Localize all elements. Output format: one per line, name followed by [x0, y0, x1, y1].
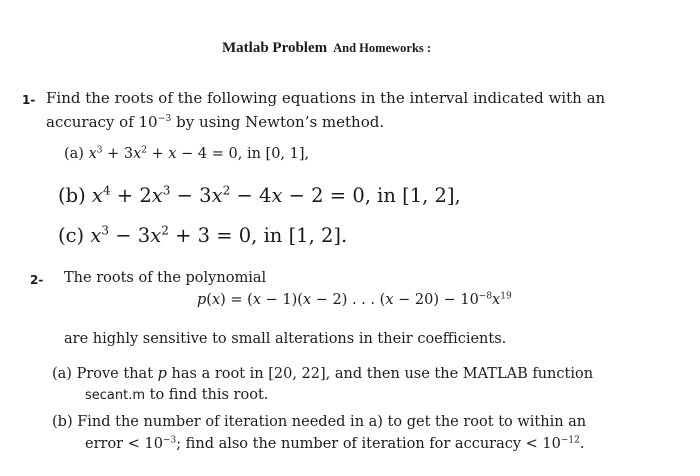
secant-code: secant.m — [85, 388, 146, 403]
q2-part-b-line1: (b) Find the number of iteration needed in a) to get the root to within an — [52, 414, 587, 430]
q1-number: 1- — [22, 93, 36, 107]
title-main: Matlab Problem — [222, 40, 328, 56]
q1-line1: Find the roots of the following equations in the interval indicated with an — [46, 89, 606, 107]
q1-line2: accuracy of $10^{-3}$ by using Newton’s method. — [46, 113, 385, 131]
page-title — [222, 40, 431, 57]
q1-c-equation: $x^3 - 3x^2 + 3 = 0$ — [90, 223, 252, 247]
q1-part-c: (c) $x^3 - 3x^2 + 3 = 0$, in [1, 2]. — [58, 223, 348, 247]
q1-b-equation: $x^4 + 2x^3 - 3x^2 - 4x - 2 = 0$ — [91, 183, 365, 207]
q1-part-a: (a) $x^3 + 3x^2 + x - 4 = 0$, in [0, 1], — [64, 145, 310, 162]
title-sub: And Homeworks : — [333, 41, 432, 55]
q1-a-equation: $x^3 + 3x^2 + x - 4 = 0$ — [88, 145, 238, 162]
q2-intro: The roots of the polynomial — [64, 270, 267, 286]
q2-part-b-line2: error < $10^{-3}$; find also the number of iteration for accuracy < $10^{-12}$. — [85, 435, 585, 452]
q2-number: 2- — [30, 273, 44, 287]
q2-part-a-line1: (a) Prove that p has a root in [20, 22], and then use the MATLAB function — [52, 366, 594, 382]
q2-polynomial: p(x) = (x − 1)(x − 2) . . . $(x - 20) - 10^{-8}x^{19}$ — [197, 291, 512, 308]
q1-part-b: (b) $x^4 + 2x^3 - 3x^2 - 4x - 2 = 0$, in [1, 2], — [58, 183, 461, 207]
q2-part-a-line2: secant.m to find this root. — [85, 387, 269, 403]
q2-after: are highly sensitive to small alterations in their coefficients. — [64, 331, 507, 347]
